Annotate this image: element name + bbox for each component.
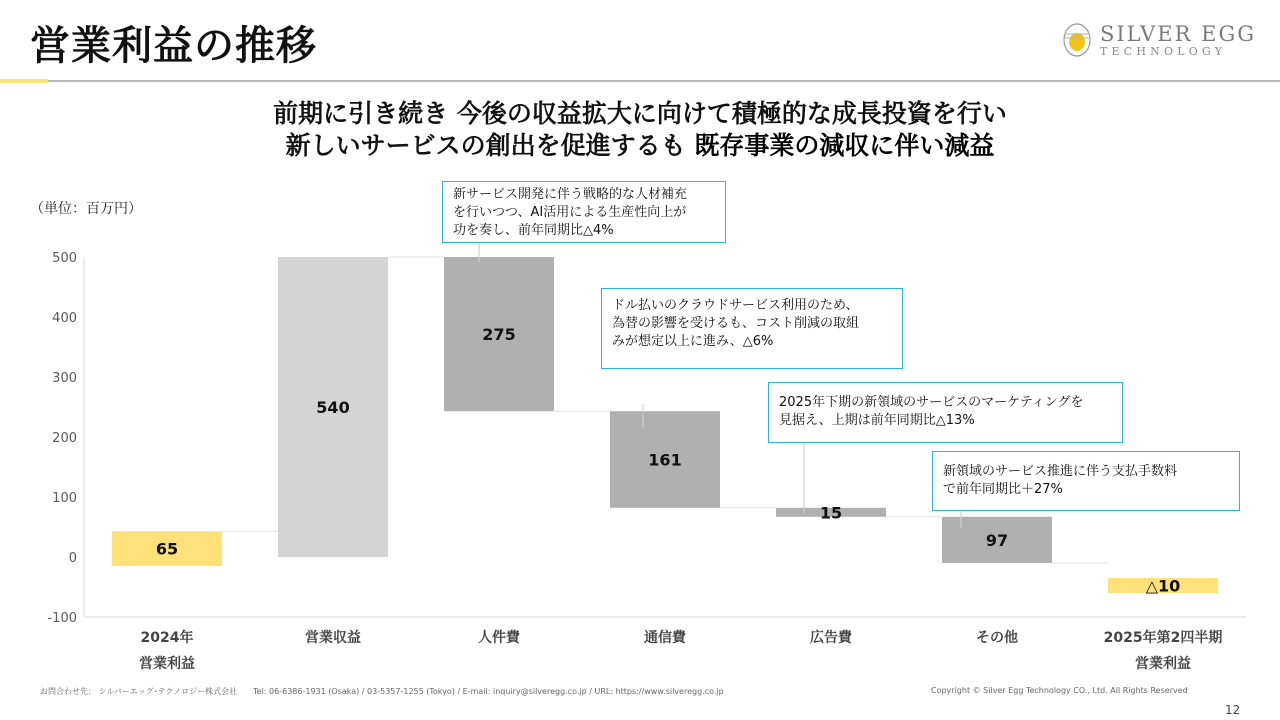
y-tick-label: -100 <box>47 611 77 626</box>
data-label: 161 <box>648 450 682 470</box>
callout-personnel <box>442 181 726 243</box>
data-label: 65 <box>155 539 179 559</box>
category-label: 人件費 <box>478 630 520 646</box>
callout-advertising-line-1: 2025年下期の新領域のサービスのマーケティングを <box>779 395 1084 410</box>
callout-advertising <box>768 382 1123 443</box>
y-tick-label: 400 <box>52 311 77 326</box>
y-tick-label: 100 <box>52 491 77 506</box>
data-label: 275 <box>482 325 516 345</box>
headline-line-2a: 新しいサービスの創出を促進するも <box>285 131 695 160</box>
callout-personnel-line-2: を行いつつ、AI活用による生産性向上が <box>453 205 687 220</box>
unit-label: （単位：百万円） <box>30 201 142 217</box>
callout-communication-line-3: みが想定以上に進み、△6% <box>612 334 774 349</box>
callout-other <box>932 451 1240 511</box>
headline-line-1: 前期に引き続き 今後の収益拡大に向けて積極的な成長投資を行い <box>273 99 1007 128</box>
callout-communication <box>601 288 903 369</box>
category-label: 2025年第2四半期 <box>1103 630 1223 646</box>
category-label: 営業利益 <box>1135 656 1191 672</box>
data-label: △10 <box>1145 576 1181 596</box>
data-label: 540 <box>316 398 350 417</box>
page-title: 営業利益の推移 <box>30 23 317 69</box>
headline-line-2b: 既存事業の減収に伴い減益 <box>694 131 995 160</box>
callout-personnel-line-1: 新サービス開発に伴う戦略的な人材補充 <box>453 187 688 202</box>
callout-personnel-line-3: 功を奏し、前年同期比△4% <box>453 223 614 238</box>
category-label: その他 <box>976 630 1018 646</box>
category-label: 広告費 <box>810 630 852 646</box>
data-label: 97 <box>985 530 1009 550</box>
y-tick-label: 300 <box>52 371 77 386</box>
callout-communication-line-1: ドル払いのクラウドサービス利用のため、 <box>612 298 859 313</box>
category-label: 2024年 <box>140 630 194 646</box>
y-tick-label: 200 <box>52 431 77 446</box>
page-number: 12 <box>1225 703 1241 717</box>
callout-advertising-line-2: 見据え、上期は前年同期比△13% <box>779 413 975 428</box>
y-tick-label: 500 <box>52 251 77 266</box>
y-tick-label: 0 <box>68 551 77 566</box>
footer-contact: お問合わせ先： シルバーエッグ･テクノロジー株式会社 Tel: 06-6386-1931 (Osaka) / 03-5357-1255 (Tokyo) / E-mail: inquiry@silveregg.co.jp / URL: https://www.silveregg.co.jp <box>40 687 724 696</box>
logo-subname: TECHNOLOGY <box>1100 45 1227 58</box>
logo-name: SILVER EGG <box>1100 22 1256 46</box>
category-label: 通信費 <box>644 630 686 646</box>
callout-communication-line-2: 為替の影響を受けるも、コスト削減の取組 <box>612 316 860 331</box>
footer-copyright: Copyright © Silver Egg Technology CO., Ltd. All Rights Reserved <box>931 686 1188 695</box>
callout-other-line-2: で前年同期比＋27% <box>943 482 1063 497</box>
data-label: 15 <box>819 503 843 523</box>
category-label: 営業利益 <box>139 656 195 672</box>
callout-other-line-1: 新領域のサービス推進に伴う支払手数料 <box>943 464 1178 479</box>
category-label: 営業収益 <box>305 630 361 646</box>
